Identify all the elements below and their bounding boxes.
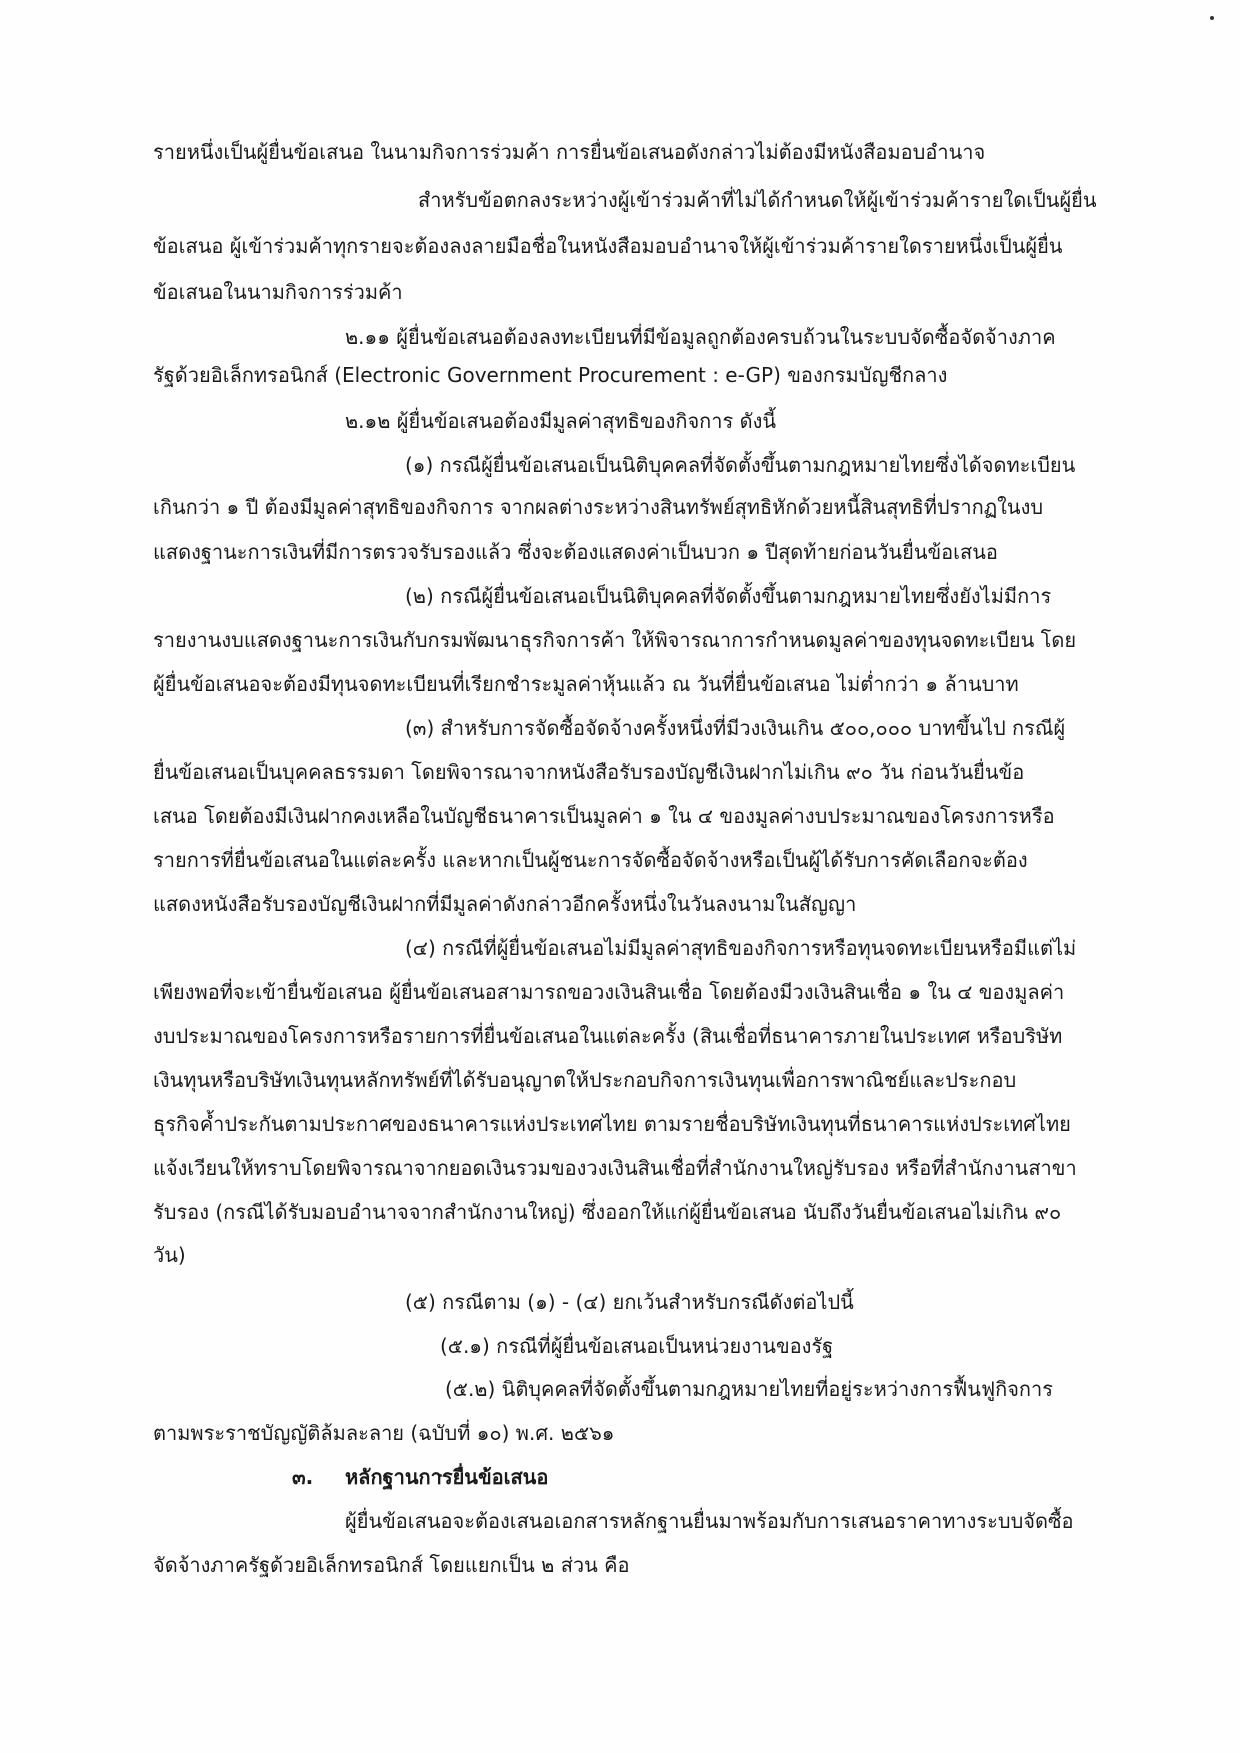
body-line: แสดงฐานะการเงินที่มีการตรวจรับรองแล้ว ซึ่งจะต้องแสดงค่าเป็นบวก ๑ ปีสุดท้ายก่อนวันยื่นข้อเสนอ	[153, 540, 998, 564]
body-line: ๒.๑๑ ผู้ยื่นข้อเสนอต้องลงทะเบียนที่มีข้อมูลถูกต้องครบถ้วนในระบบจัดซื้อจัดจ้างภาค	[345, 325, 1056, 349]
body-line: ยื่นข้อเสนอเป็นบุคคลธรรมดา โดยพิจารณาจากหนังสือรับรองบัญชีเงินฝากไม่เกิน ๙๐ วัน ก่อนวันยื่นข้อ	[153, 760, 1025, 784]
body-line: จัดจ้างภาครัฐด้วยอิเล็กทรอนิกส์ โดยแยกเป็น ๒ ส่วน คือ	[153, 1553, 630, 1577]
body-line: รับรอง (กรณีได้รับมอบอำนาจจากสำนักงานใหญ่) ซึ่งออกให้แก่ผู้ยื่นข้อเสนอ นับถึงวันยื่นข้อเสนอไม่เกิน ๙๐	[153, 1200, 1062, 1224]
body-line: เพียงพอที่จะเข้ายื่นข้อเสนอ ผู้ยื่นข้อเสนอสามารถขอวงเงินสินเชื่อ โดยต้องมีวงเงินสินเชื่อ ๑ ใน ๔ ของมูลค่า	[153, 980, 1065, 1004]
body-line: ผู้ยื่นข้อเสนอจะต้องเสนอเอกสารหลักฐานยื่นมาพร้อมกับการเสนอราคาทางระบบจัดซื้อ	[345, 1509, 1074, 1533]
body-line: งบประมาณของโครงการหรือรายการที่ยื่นข้อเสนอในแต่ละครั้ง (สินเชื่อที่ธนาคารภายในประเทศ หรือบริษัท	[153, 1024, 1063, 1048]
body-line: (๑) กรณีผู้ยื่นข้อเสนอเป็นนิติบุคคลที่จัดตั้งขึ้นตามกฎหมายไทยซึ่งได้จดทะเบียน	[405, 453, 1076, 477]
body-line: รายงานงบแสดงฐานะการเงินกับกรมพัฒนาธุรกิจการค้า ให้พิจารณาการกำหนดมูลค่าของทุนจดทะเบียน โดย	[153, 628, 1077, 652]
body-line: เสนอ โดยต้องมีเงินฝากคงเหลือในบัญชีธนาคารเป็นมูลค่า ๑ ใน ๔ ของมูลค่างบประมาณของโครงการหรือ	[153, 804, 1055, 828]
body-line: (๕.๒) นิติบุคคลที่จัดตั้งขึ้นตามกฎหมายไทยที่อยู่ระหว่างการฟื้นฟูกิจการ	[445, 1377, 1054, 1401]
body-line: เงินทุนหรือบริษัทเงินทุนหลักทรัพย์ที่ได้รับอนุญาตให้ประกอบกิจการเงินทุนเพื่อการพาณิชย์และประกอบ	[153, 1068, 1017, 1092]
section-number: ๓.	[292, 1465, 314, 1489]
scan-speck	[1210, 16, 1214, 20]
body-line: วัน)	[153, 1243, 186, 1267]
body-line: ข้อเสนอ ผู้เข้าร่วมค้าทุกรายจะต้องลงลายมือชื่อในหนังสือมอบอำนาจให้ผู้เข้าร่วมค้ารายใดรายหนึ่งเป็นผู้ยื่น	[153, 234, 1063, 258]
body-line: (๔) กรณีที่ผู้ยื่นข้อเสนอไม่มีมูลค่าสุทธิของกิจการหรือทุนจดทะเบียนหรือมีแต่ไม่	[405, 936, 1077, 960]
body-line: ผู้ยื่นข้อเสนอจะต้องมีทุนจดทะเบียนที่เรียกชำระมูลค่าหุ้นแล้ว ณ วันที่ยื่นข้อเสนอ ไม่ต่ำกว่า ๑ ล้านบาท	[153, 672, 1019, 696]
body-line: รายการที่ยื่นข้อเสนอในแต่ละครั้ง และหากเป็นผู้ชนะการจัดซื้อจัดจ้างหรือเป็นผู้ได้รับการคัดเลือกจะต้อง	[153, 848, 1028, 872]
body-line: (๕.๑) กรณีที่ผู้ยื่นข้อเสนอเป็นหน่วยงานของรัฐ	[440, 1334, 834, 1358]
body-line: เกินกว่า ๑ ปี ต้องมีมูลค่าสุทธิของกิจการ จากผลต่างระหว่างสินทรัพย์สุทธิหักด้วยหนี้สินสุทธิที่ปรากฏในงบ	[153, 495, 1044, 519]
body-line: รายหนึ่งเป็นผู้ยื่นข้อเสนอ ในนามกิจการร่วมค้า การยื่นข้อเสนอดังกล่าวไม่ต้องมีหนังสือมอบอำนาจ	[153, 140, 986, 164]
body-line: แจ้งเวียนให้ทราบโดยพิจารณาจากยอดเงินรวมของวงเงินสินเชื่อที่สำนักงานใหญ่รับรอง หรือที่สำนักงานสาขา	[153, 1156, 1077, 1180]
body-line: แสดงหนังสือรับรองบัญชีเงินฝากที่มีมูลค่าดังกล่าวอีกครั้งหนึ่งในวันลงนามในสัญญา	[153, 892, 857, 916]
body-line: ตามพระราชบัญญัติล้มละลาย (ฉบับที่ ๑๐) พ.ศ. ๒๕๖๑	[153, 1421, 615, 1445]
body-line: รัฐด้วยอิเล็กทรอนิกส์ (Electronic Government Procurement : e-GP) ของกรมบัญชีกลาง	[153, 363, 948, 387]
body-line: (๒) กรณีผู้ยื่นข้อเสนอเป็นนิติบุคคลที่จัดตั้งขึ้นตามกฎหมายไทยซึ่งยังไม่มีการ	[405, 584, 1052, 608]
body-line: ข้อเสนอในนามกิจการร่วมค้า	[153, 280, 403, 304]
body-line: ธุรกิจค้ำประกันตามประกาศของธนาคารแห่งประเทศไทย ตามรายชื่อบริษัทเงินทุนที่ธนาคารแห่งประเทศไทย	[153, 1112, 1071, 1136]
body-line: ๒.๑๒ ผู้ยื่นข้อเสนอต้องมีมูลค่าสุทธิของกิจการ ดังนี้	[345, 409, 777, 433]
body-line: สำหรับข้อตกลงระหว่างผู้เข้าร่วมค้าที่ไม่ได้กำหนดให้ผู้เข้าร่วมค้ารายใดเป็นผู้ยื่น	[418, 188, 1097, 212]
section-heading: หลักฐานการยื่นข้อเสนอ	[345, 1465, 549, 1489]
body-line: (๓) สำหรับการจัดซื้อจัดจ้างครั้งหนึ่งที่มีวงเงินเกิน ๕๐๐,๐๐๐ บาทขึ้นไป กรณีผู้	[405, 716, 1066, 740]
body-line: (๕) กรณีตาม (๑) - (๔) ยกเว้นสำหรับกรณีดังต่อไปนี้	[405, 1290, 854, 1314]
